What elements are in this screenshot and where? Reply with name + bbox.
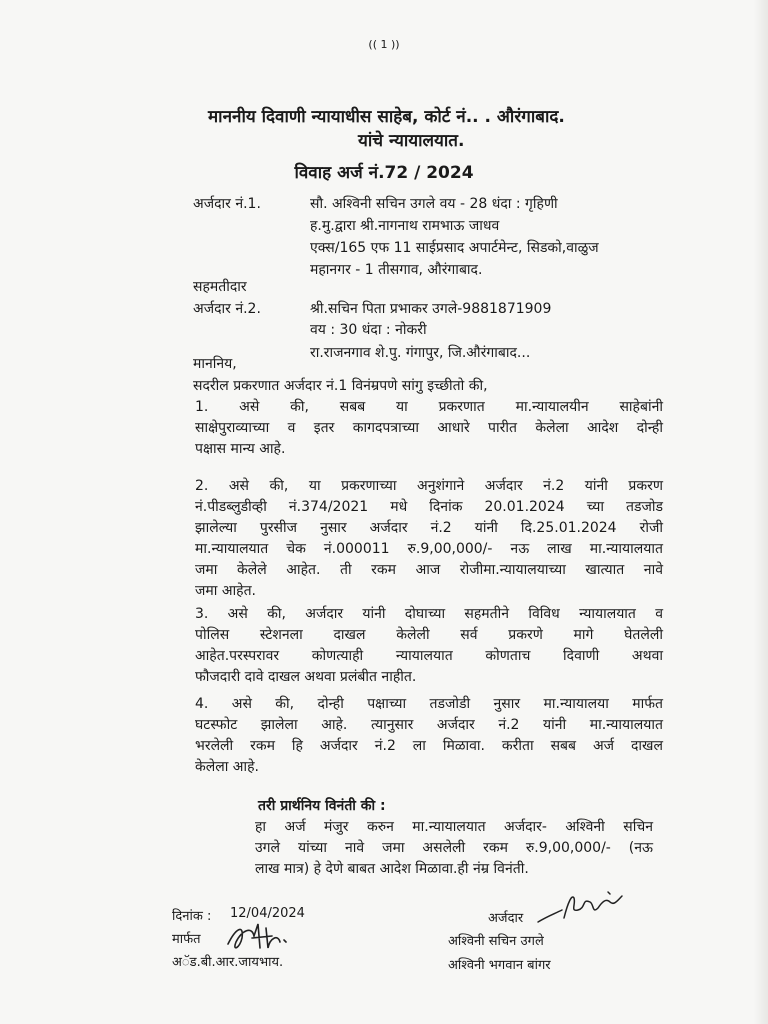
paragraph-line: पोलिस स्टेशनला दाखल केलेली सर्व प्रकरणे मागे घेतलेली [195, 627, 663, 643]
date-label: दिनांक : [172, 909, 212, 924]
paragraph-line: जमा आहेत. [195, 583, 257, 599]
applicant-name-2: अश्विनी भगवान बांगर [448, 958, 551, 973]
applicant2-consent-label: सहमतीदार [193, 279, 247, 295]
prayer-line: लाख मात्र) हे देणे बाबत आदेश मिळावा.ही नंम्र विनंती. [255, 861, 529, 877]
prayer-line: हा अर्ज मंजुर करुन मा.न्यायालयात अर्जदार- अश्विनी सचिन [255, 819, 653, 835]
date-value: 12/04/2024 [230, 906, 305, 921]
applicant1-line: सौ. अश्विनी सचिन उगले वय - 28 धंदा : गृहिणी [310, 196, 558, 212]
paragraph-3 [195, 604, 663, 688]
paragraph-line: झालेल्या पुरसीज नुसार अर्जदार नं.2 यांनी दि.25.01.2024 रोजी [195, 520, 663, 536]
paragraph-line: पक्षास मान्य आहे. [195, 441, 286, 457]
paragraph-line: 1. असे की, सबब या प्रकरणात मा.न्यायालयीन साहेबांनी [195, 399, 663, 415]
paragraph-4 [195, 694, 663, 778]
advocate-signature [222, 918, 292, 958]
case-title: विवाह अर्ज नं.72 / 2024 [294, 163, 474, 183]
prayer-heading: तरी प्रार्थनिय विनंती की : [258, 798, 386, 814]
prayer-body [255, 817, 653, 880]
applicant1-line: महानगर - 1 तीसगाव, औरंगाबाद. [310, 262, 483, 278]
paragraph-line: जमा केलेले आहेत. ती रकम आज रोजीमा.न्यायालयाच्या खात्यात नावे [195, 562, 663, 578]
paragraph-line: 3. असे की, अर्जदार यांनी दोघाच्या सहमतीने विविध न्यायालयात व [195, 606, 663, 622]
applicant1-line: ह.मु.द्वारा श्री.नागनाथ रामभाऊ जाधव [310, 218, 500, 234]
applicant2-label: अर्जदार नं.2. [193, 301, 261, 317]
applicant-signature [534, 888, 629, 928]
intro-line: सदरील प्रकरणात अर्जदार नं.1 विनंम्रपणे सांगु इच्छीतो की, [193, 378, 488, 394]
paragraph-line: घटस्फोट झालेला आहे. त्यानुसार अर्जदार नं.2 यांनी मा.न्यायालयात [195, 717, 663, 733]
applicant1-line: एक्स/165 एफ 11 साईप्रसाद अपार्टमेन्ट, सिडको,वाळुज [310, 240, 599, 256]
applicant2-line: रा.राजनगाव शे.पु. गंगापुर, जि.औरंगाबाद... [310, 345, 531, 361]
applicant2-line: श्री.सचिन पिता प्रभाकर उगले-9881871909 [310, 301, 552, 317]
applicant2-line: वय : 30 धंदा : नोकरी [310, 322, 427, 338]
court-heading: माननीय दिवाणी न्यायाधीस साहेब, कोर्ट नं.. . औरंगाबाद. [208, 107, 565, 127]
page-number: (( 1 )) [368, 38, 400, 51]
paragraph-line: मा.न्यायालयात चेक नं.000011 रु.9,00,000/- नऊ लाख मा.न्यायालयात [195, 541, 663, 557]
paragraph-line: आहेत.परस्परावर कोणत्याही न्यायालयात कोणताच दिवाणी अथवा [195, 648, 663, 664]
paragraph-line: केलेला आहे. [195, 759, 260, 775]
paragraph-line: 2. असे की, या प्रकरणाच्या अनुशंगाने अर्जदार नं.2 यांनी प्रकरण [195, 478, 663, 494]
paragraph-line: फौजदारी दावे दाखल अथवा प्रलंबीत नाहीत. [195, 669, 417, 685]
paragraph-1 [195, 397, 663, 460]
prayer-line: उगले यांच्या नावे जमा असलेली रकम रु.9,00,000/- (नऊ [255, 840, 653, 856]
salutation: माननिय, [193, 356, 237, 372]
applicant-sign-label: अर्जदार [488, 911, 524, 926]
paragraph-line: भरलेली रकम हि अर्जदार नं.2 ला मिळावा. करीता सबब अर्ज दाखल [195, 738, 663, 754]
advocate-name: अॅड.बी.आर.जायभाय. [172, 955, 284, 970]
paragraph-2 [195, 476, 663, 602]
paragraph-line: नं.पीडब्लुडीव्ही नं.374/2021 मधे दिनांक 20.01.2024 च्या तडजोड [195, 499, 663, 515]
court-heading-2: यांचे न्यायालयात. [358, 131, 465, 151]
paragraph-line: साक्षेपुराव्याच्या व इतर कागदपत्राच्या आधारे पारीत केलेला आदेश दोन्ही [195, 420, 663, 436]
applicant1-label: अर्जदार नं.1. [193, 196, 261, 212]
page-edge-shadow [754, 0, 768, 1024]
applicant-name-1: अश्विनी सचिन उगले [448, 934, 544, 949]
via-label: मार्फत [172, 932, 201, 947]
paragraph-line: 4. असे की, दोन्ही पक्षाच्या तडजोडी नुसार मा.न्यायालया मार्फत [195, 696, 663, 712]
